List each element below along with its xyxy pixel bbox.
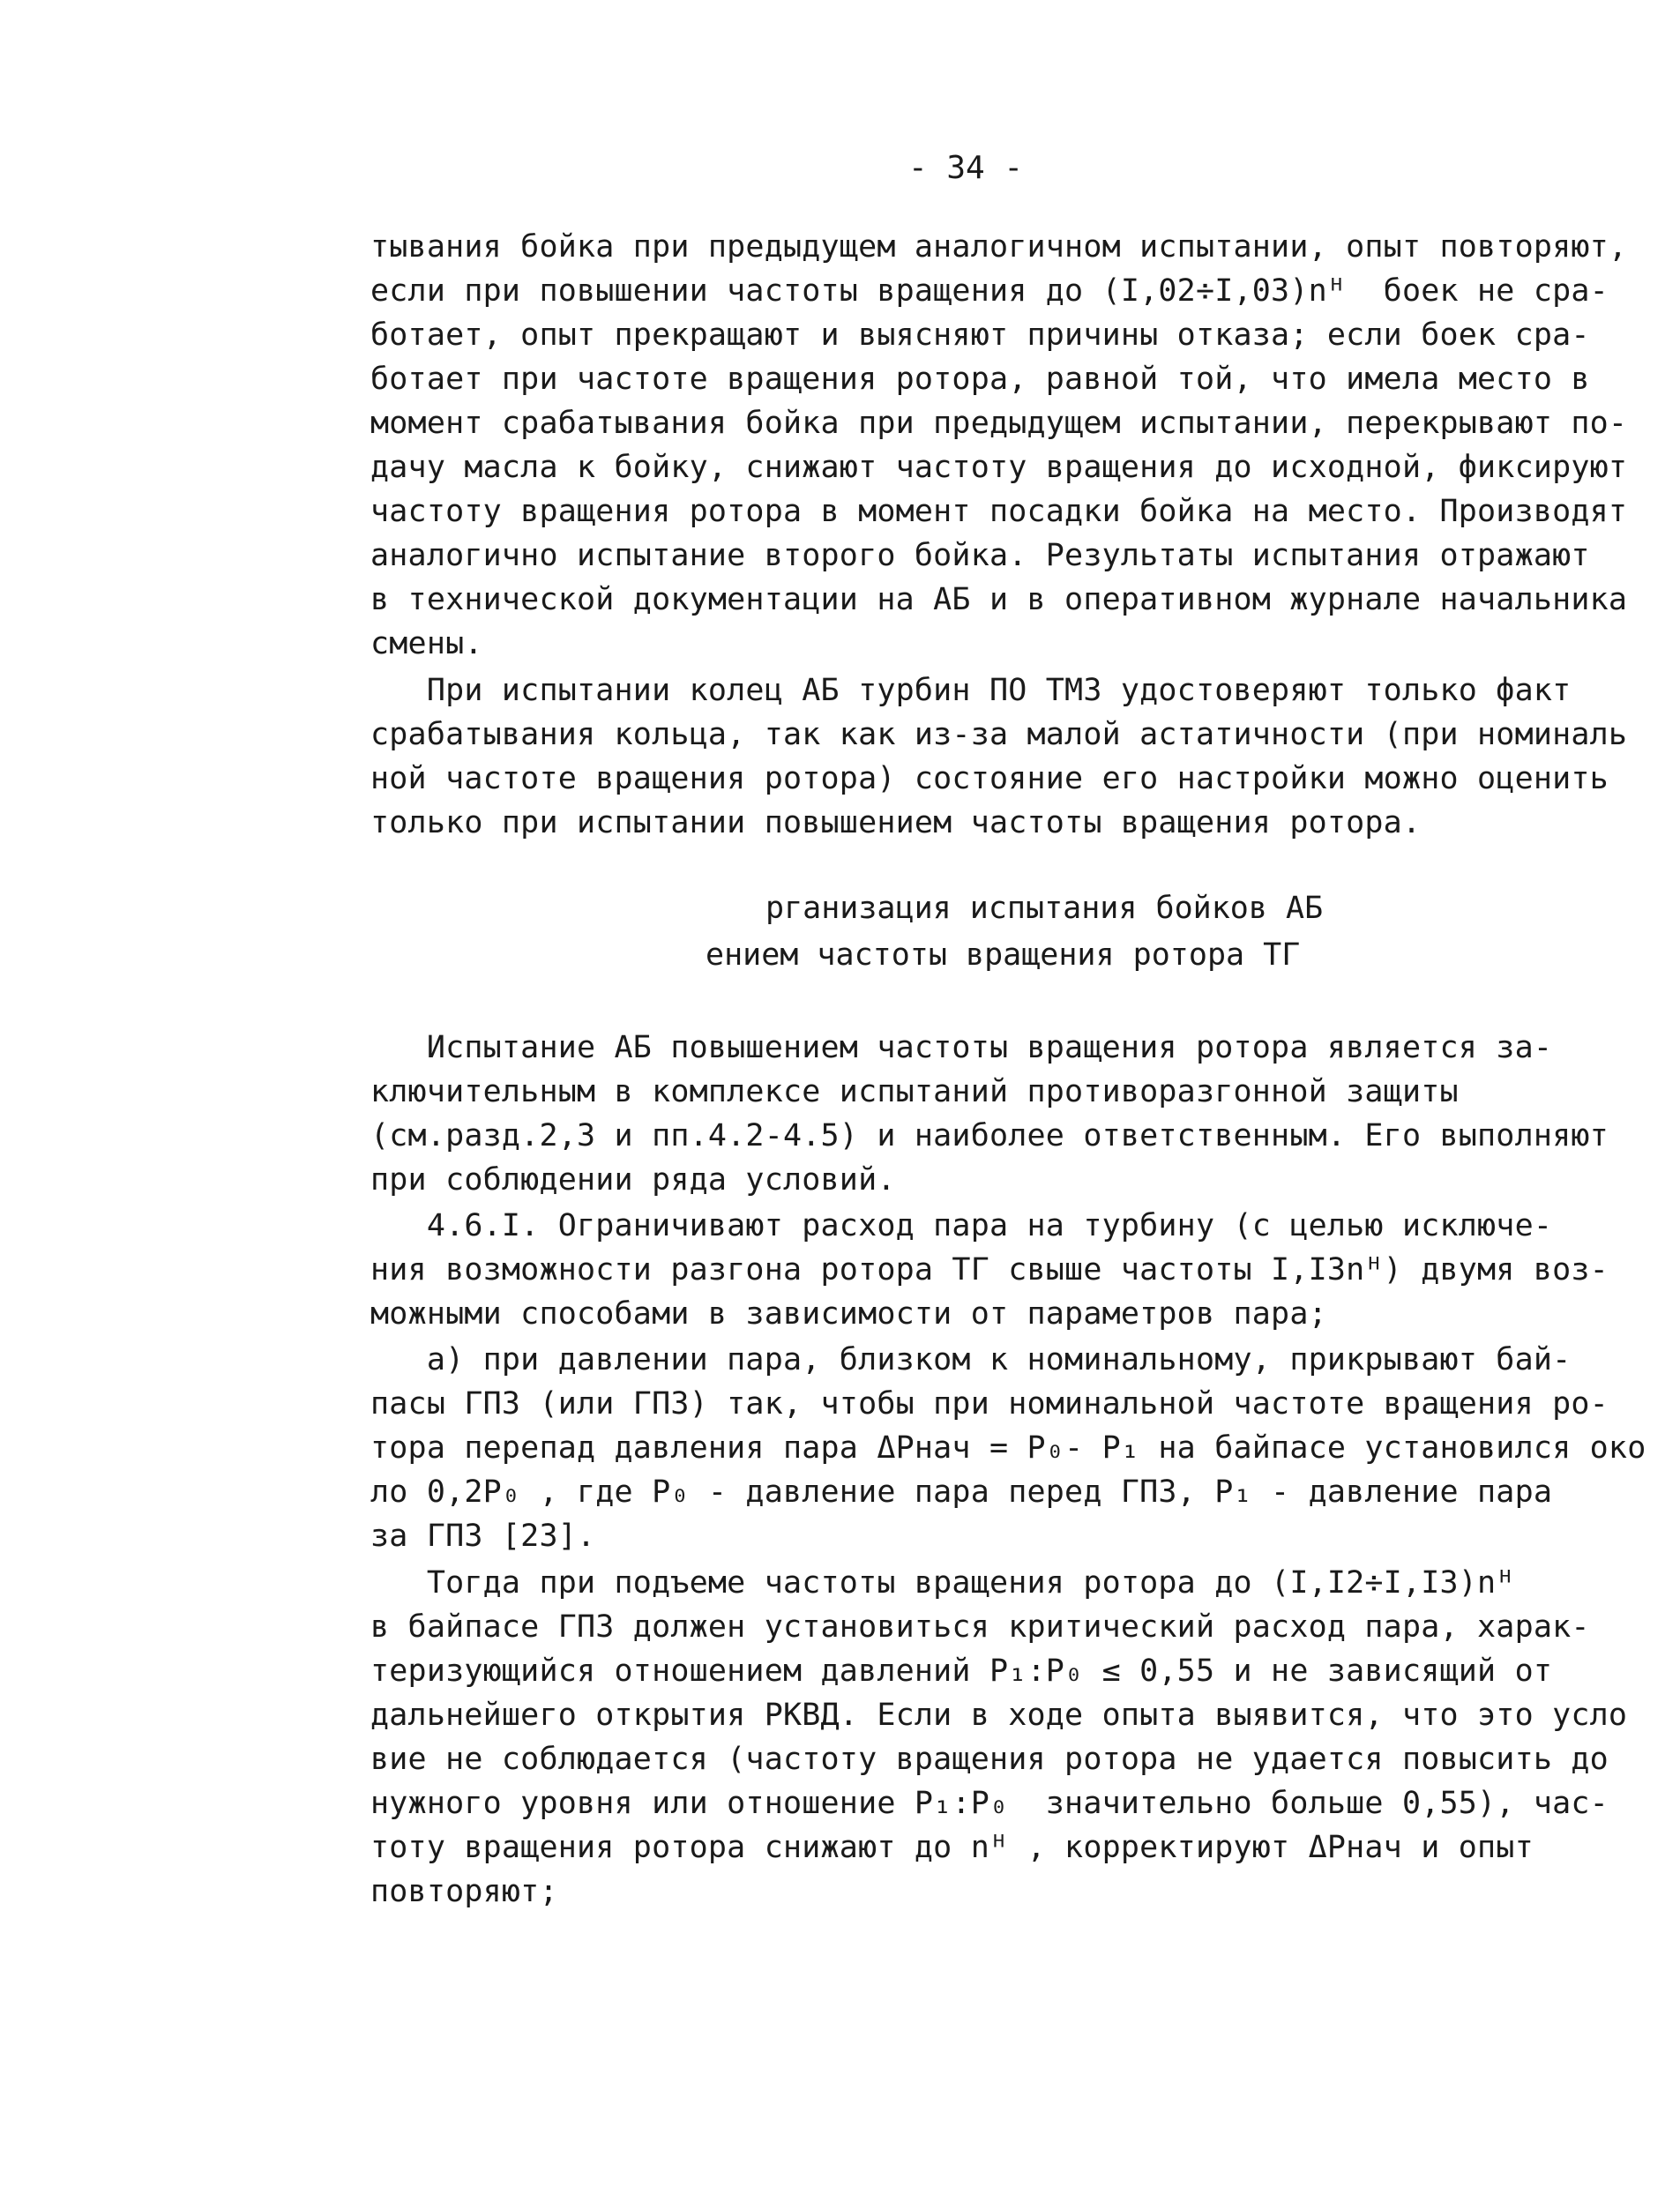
text-line: теризующийся отношением давлений P₁:P₀ ≤ 0,55 и не зависящий от <box>370 1653 1553 1689</box>
text-line: можными способами в зависимости от параметров пара; <box>370 1296 1327 1332</box>
text-line: в технической документации на АБ и в оперативном журнале начальника <box>370 582 1628 617</box>
text-line: а) при давлении пара, близком к номинальному, прикрывают бай- <box>370 1342 1572 1377</box>
section-heading-line1: рганизация испытания бойков АБ <box>765 891 1324 926</box>
text-line: ния возможности разгона ротора ТГ свыше частоты I,I3nᴴ) двумя воз- <box>370 1252 1609 1288</box>
text-line: дачу масла к бойку, снижают частоту вращения до исходной, фиксируют <box>370 450 1628 485</box>
text-line: нужного уровня или отношение P₁:P₀ значительно больше 0,55), час- <box>370 1786 1609 1821</box>
text-line: дальнейшего открытия РКВД. Если в ходе опыта выявится, что это усло <box>370 1698 1628 1733</box>
text-line: ной частоте вращения ротора) состояние его настройки можно оценить <box>370 761 1609 796</box>
section-heading-line2: ением частоты вращения ротора ТГ <box>706 937 1301 973</box>
text-line: при соблюдении ряда условий. <box>370 1162 896 1198</box>
text-line: ло 0,2P₀ , где P₀ - давление пара перед ГПЗ, P₁ - давление пара <box>370 1474 1553 1510</box>
text-line: если при повышении частоты вращения до (I,02÷I,03)nᴴ боек не сра- <box>370 273 1609 309</box>
text-line: аналогично испытание второго бойка. Результаты испытания отражают <box>370 538 1590 573</box>
text-line: (см.разд.2,3 и пп.4.2-4.5) и наиболее ответственным. Его выполняют <box>370 1118 1609 1153</box>
text-line: Тогда при подъеме частоты вращения ротора до (I,I2÷I,I3)nᴴ <box>370 1565 1515 1601</box>
text-line: тора перепад давления пара ΔPнач = P₀- P₁ на байпасе установился око <box>370 1430 1646 1466</box>
text-line: смены. <box>370 626 483 661</box>
text-line: ботает, опыт прекращают и выясняют причины отказа; если боек сра- <box>370 317 1590 353</box>
text-line: Испытание АБ повышением частоты вращения ротора является за- <box>370 1030 1553 1065</box>
text-line: тоту вращения ротора снижают до nᴴ , корректируют ΔPнач и опыт <box>370 1830 1534 1865</box>
text-line: частоту вращения ротора в момент посадки бойка на место. Производят <box>370 494 1628 529</box>
text-line: пасы ГПЗ (или ГПЗ) так, чтобы при номинальной частоте вращения ро- <box>370 1386 1609 1422</box>
text-line: ключительным в комплексе испытаний противоразгонной защиты <box>370 1074 1459 1109</box>
page-number: - 34 - <box>908 150 1024 186</box>
text-line: повторяют; <box>370 1874 558 1909</box>
text-line: ботает при частоте вращения ротора, равной той, что имела место в <box>370 362 1590 397</box>
text-line: в байпасе ГПЗ должен установиться критический расход пара, харак- <box>370 1609 1590 1645</box>
text-line: вие не соблюдается (частоту вращения ротора не удается повысить до <box>370 1742 1609 1777</box>
text-line: тывания бойка при предыдущем аналогичном испытании, опыт повторяют, <box>370 229 1628 265</box>
text-line: срабатывания кольца, так как из-за малой астатичности (при номиналь <box>370 717 1628 752</box>
text-line: за ГПЗ [23]. <box>370 1519 596 1554</box>
text-line: 4.6.I. Ограничивают расход пара на турбину (с целью исключе- <box>370 1208 1553 1243</box>
text-line: только при испытании повышением частоты вращения ротора. <box>370 805 1422 840</box>
text-line: момент срабатывания бойка при предыдущем испытании, перекрывают по- <box>370 406 1628 441</box>
text-line: При испытании колец АБ турбин ПО ТМЗ удостоверяют только факт <box>370 673 1572 708</box>
